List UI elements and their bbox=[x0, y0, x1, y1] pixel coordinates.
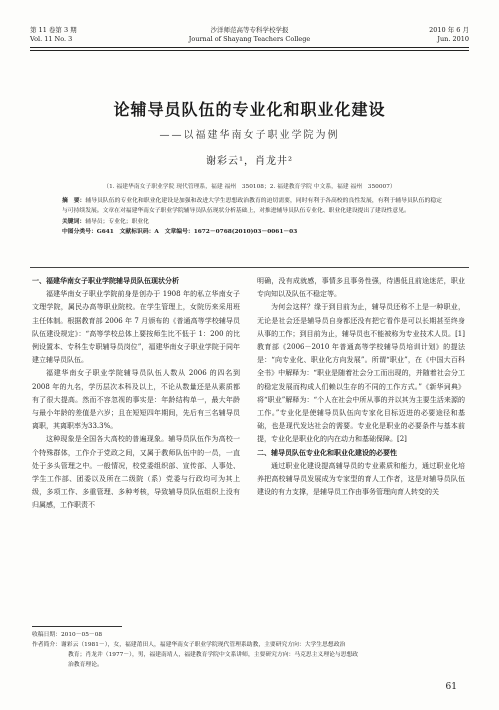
body-paragraph: 福建华南女子职业学院前身是创办于 1908 年的私立华南女子文理学院，属民办高等职业院校。在学生管理上，女院历来采用班主任体制。根据教育部 2006 年 7 月颁布的《普通高等学校辅导员队伍建设规定》：“高等学校总体上要按师生比不低于 1：200 的比例设置本、专科生专职辅导员岗位”，福建华南女子职业学院于同年建立辅导员队伍。 bbox=[32, 290, 240, 365]
running-header bbox=[30, 26, 469, 52]
article-subtitle: ——以福建华南女子职业学院为例 bbox=[159, 130, 340, 141]
body-column-right bbox=[257, 275, 465, 499]
section-heading: 一、福建华南女子职业学院辅导员队伍现状分析 bbox=[32, 277, 179, 285]
author-affiliation: （1. 福建华南女子职业学院 现代管理系，福建 福州 350108；2. 福建教育学院 中文系，福建 福州 350007） bbox=[103, 184, 396, 190]
keywords-label: 关键词： bbox=[62, 218, 86, 225]
footnote-line: 教育；肖龙井（1977－），男，福建南靖人，福建教育学院中文系讲师，主要研究方向：马克思主义理论与思想政 bbox=[68, 652, 359, 658]
page-number: 61 bbox=[445, 682, 457, 692]
keywords bbox=[62, 217, 442, 227]
body-column-left bbox=[32, 275, 240, 513]
abstract-text: 辅导员队伍的专业化和职业化建设是加强和改进大学生思想政治教育的迫切需要，同时有利于各高校的良性发展，有利于辅导员队伍的稳定与可持续发展。文章在对福建华南女子职业学院辅导员队伍现状分析基础上，对推进辅导员队伍专业化、职业化建设提出了建设性意见。 bbox=[62, 198, 442, 215]
body-paragraph: 这种现象是全国各大高校的普遍现象。辅导员队伍作为高校一个特殊群体，工作介于党政之间，又属于教师队伍中的一员，一直处于多头管理之中。一般情况，校党委组织部、宣传部、人事处、学生工作部、团委以及所在二级院（系）党委与行政均可为其上级，多项工作、多重管理、多种考核，导致辅导员队伍组织上没有归属感，工作职责不 bbox=[32, 435, 240, 510]
journal-en: Journal of Shayang Teachers College bbox=[188, 35, 311, 43]
journal-cn: 沙洋师范高等专科学校学报 bbox=[210, 26, 289, 34]
body-paragraph: 为何会这样？缘于到目前为止，辅导员还称不上是一种职业，无论是社会还是辅导员自身都还没有把它看作是可以长期甚至终身从事的工作；到目前为止，辅导员也不能被称为专业技术人员。[1] 教育部《2006－2010 年普通高等学校辅导员培训计划》的提法是：“向专业化、职业化方向发展”。所谓“职业”，在《中国大百科全书》中解释为：“职业是随着社会分工而出现的，并随着社会分工的稳定发展而构成人们赖以生存的不同的工作方式。”《新华词典》将“职业”解释为：“个人在社会中所从事的并以其为主要生活来源的工作。”专业化是使辅导员队伍向专家化目标迈进的必要途径和基础，也是现代发达社会的需要。专业化是职业的必要条件与基本前提，专业化是职业化的内在动力和基础保障。[2] bbox=[257, 303, 465, 444]
abstract-block bbox=[62, 196, 442, 237]
journal-name bbox=[30, 26, 469, 44]
footnotes bbox=[32, 630, 469, 670]
footnote-line: 作者简介：谢彩云（1981－），女，福建莆田人，福建华南女子职业学院现代管理系助教，主要研究方向：大学生思想政治 bbox=[32, 642, 346, 648]
article-authors: 谢彩云¹，肖龙井² bbox=[205, 156, 294, 167]
body-paragraph: 明确，没有成就感，事情多且事务性强，待遇低且前途迷茫，职业专向知以及队伍不稳定等。 bbox=[257, 277, 465, 299]
abstract bbox=[62, 196, 442, 217]
footnote-line: 收稿日期：2010－05－08 bbox=[32, 632, 103, 638]
article-title: 论辅导员队伍的专业化和职业化建设 bbox=[113, 100, 386, 119]
abstract-label: 摘 要： bbox=[62, 198, 86, 204]
section-heading: 二、辅导员队伍专业化和职业化建设的必要性 bbox=[257, 448, 397, 457]
issue-en: Vol. 11 No. 3 bbox=[30, 35, 73, 43]
issue-cn: 第 11 卷第 3 期 bbox=[30, 26, 77, 34]
issue-date bbox=[429, 26, 469, 44]
footnote-rule bbox=[32, 626, 122, 627]
abstract-rule bbox=[30, 267, 469, 268]
date-en: Jun. 2010 bbox=[437, 35, 469, 43]
keywords-text: 辅导员；专业化；职业化 bbox=[85, 218, 149, 225]
header-rule bbox=[30, 47, 469, 48]
footnote-line: 治教育理论。 bbox=[68, 662, 103, 668]
classification-meta: 中图分类号：G641 文献标识码：A 文章编号：1672－0768(2010)03－0061－03 bbox=[62, 228, 298, 235]
body-paragraph: 通过职业化建设提高辅导员的专业素质和能力，通过职业化培养把高校辅导员发展成为专家型的育人工作者，这是对辅导员队伍建设的有力支撑，是辅导员工作由事务管理向育人转变的关 bbox=[257, 461, 465, 497]
header-rule-thin bbox=[30, 50, 469, 51]
date-cn: 2010 年 6 月 bbox=[429, 26, 469, 34]
body-paragraph: 福建华南女子职业学院辅导员队伍人数从 2006 的四名到 2008 年的九名，学历层次本科及以上，不论从数量还是从素质都有了很大提高。然而不容忽视的事实是：年龄结构单一，最大年龄与最小年龄的差值是六岁；且在短短四年期间，先后有三名辅导员离职，其离职率为33.3%。 bbox=[32, 369, 240, 431]
